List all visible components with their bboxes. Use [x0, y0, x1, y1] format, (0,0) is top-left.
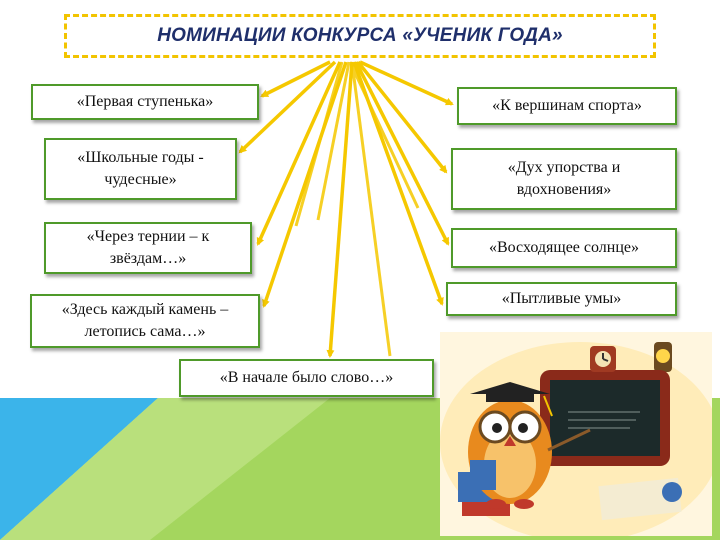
- nomination-label: «Дух упорства и вдохновения»: [507, 159, 621, 198]
- nomination-box-4: [30, 294, 260, 348]
- nomination-box-8: [451, 228, 677, 268]
- nomination-box-6: [457, 87, 677, 125]
- nomination-label: «Школьные годы - чудесные»: [77, 149, 204, 188]
- arrow-1: [262, 62, 330, 96]
- nomination-label: «Восходящее солнце»: [488, 239, 639, 257]
- nomination-box-1: [31, 84, 259, 120]
- nomination-label: «В начале было слово…»: [219, 369, 394, 387]
- nomination-label: «Пытливые умы»: [501, 290, 622, 308]
- nomination-box-5: [179, 359, 434, 397]
- arrow-4: [264, 62, 346, 306]
- nomination-label: «Через тернии – к звёздам…»: [86, 228, 210, 267]
- owl-teacher-chalkboard-icon: [440, 332, 712, 536]
- nomination-label: «Здесь каждый камень – летопись сама…»: [61, 301, 229, 340]
- arrow-8: [356, 62, 448, 244]
- nomination-box-9: [446, 282, 677, 316]
- nomination-box-7: [451, 148, 677, 210]
- lamp-icon: [654, 342, 672, 372]
- page-title: НОМИНАЦИИ КОНКУРСА «УЧЕНИК ГОДА»: [157, 25, 563, 46]
- nomination-box-2: [44, 138, 237, 200]
- nomination-label: «К вершинам спорта»: [492, 97, 642, 115]
- nomination-label: «Первая ступенька»: [76, 93, 214, 111]
- nomination-box-3: [44, 222, 252, 274]
